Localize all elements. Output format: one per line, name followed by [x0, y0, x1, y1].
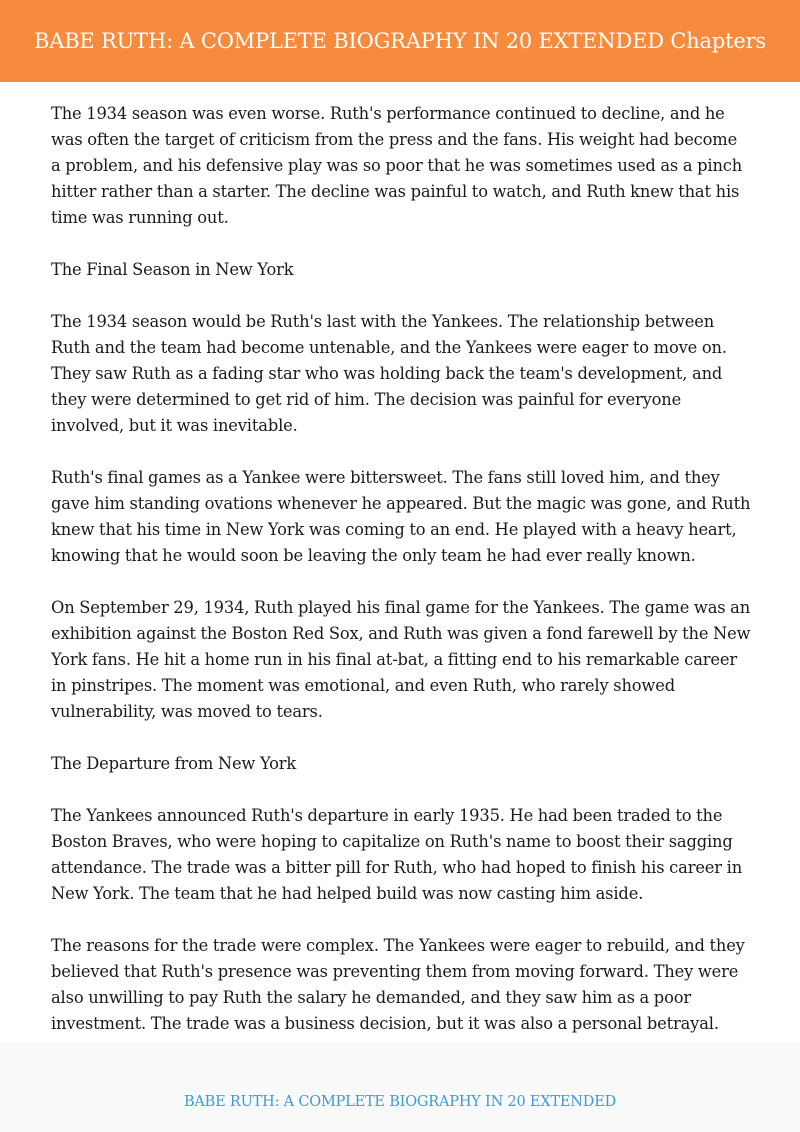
paragraph: On September 29, 1934, Ruth played his final game for the Yankees. The game was an exhibition against the Boston Red Sox, and Ruth was given a fond farewell by the New York fans. He hit a home run in his final at-bat, a fitting end to his remarkable career in pinstripes. The moment was emotional, and even Ruth, who rarely showed vulnerability, was moved to tears. [51, 598, 751, 721]
paragraph: Ruth's final games as a Yankee were bittersweet. The fans still loved him, and they gave him standing ovations whenever he appeared. But the magic was gone, and Ruth knew that his time in New York was coming to an end. He played with a heavy heart, knowing that he would soon be leaving the only team he had ever really known. [51, 468, 751, 565]
page-footer [0, 1042, 800, 1132]
paragraph: The reasons for the trade were complex. The Yankees were eager to rebuild, and they believed that Ruth's presence was preventing them from moving forward. They were also unwilling to pay Ruth the salary he demanded, and they saw him as a poor investment. The trade was a business decision, but it was also a personal betrayal. [51, 936, 745, 1033]
footer-title: BABE RUTH: A COMPLETE BIOGRAPHY IN 20 EXTENDED [183, 1094, 617, 1110]
paragraph: The 1934 season was even worse. Ruth's performance continued to decline, and he was often the target of criticism from the press and the fans. His weight had become a problem, and his defensive play was so poor that he was sometimes used as a pinch hitter rather than a starter. The decline was painful to watch, and Ruth knew that his time was running out. [51, 104, 743, 227]
section-heading-departure: The Departure from New York [51, 754, 297, 773]
paragraph: The Yankees announced Ruth's departure in early 1935. He had been traded to the Boston Braves, who were hoping to capitalize on Ruth's name to boost their sagging attendance. The trade was a bitter pill for Ruth, who had hoped to finish his career in New York. The team that he had helped build was now casting him aside. [51, 806, 743, 903]
book-title: BABE RUTH: A COMPLETE BIOGRAPHY IN 20 EXTENDED Chapters [34, 29, 766, 53]
paragraph: The 1934 season would be Ruth's last with the Yankees. The relationship between Ruth and the team had become untenable, and the Yankees were eager to move on. They saw Ruth as a fading star who was holding back the team's development, and they were determined to get rid of him. The decision was painful for everyone involved, but it was inevitable. [51, 312, 727, 435]
page-header [0, 0, 800, 82]
document-body [51, 101, 751, 1063]
section-heading-final-season: The Final Season in New York [51, 260, 294, 279]
